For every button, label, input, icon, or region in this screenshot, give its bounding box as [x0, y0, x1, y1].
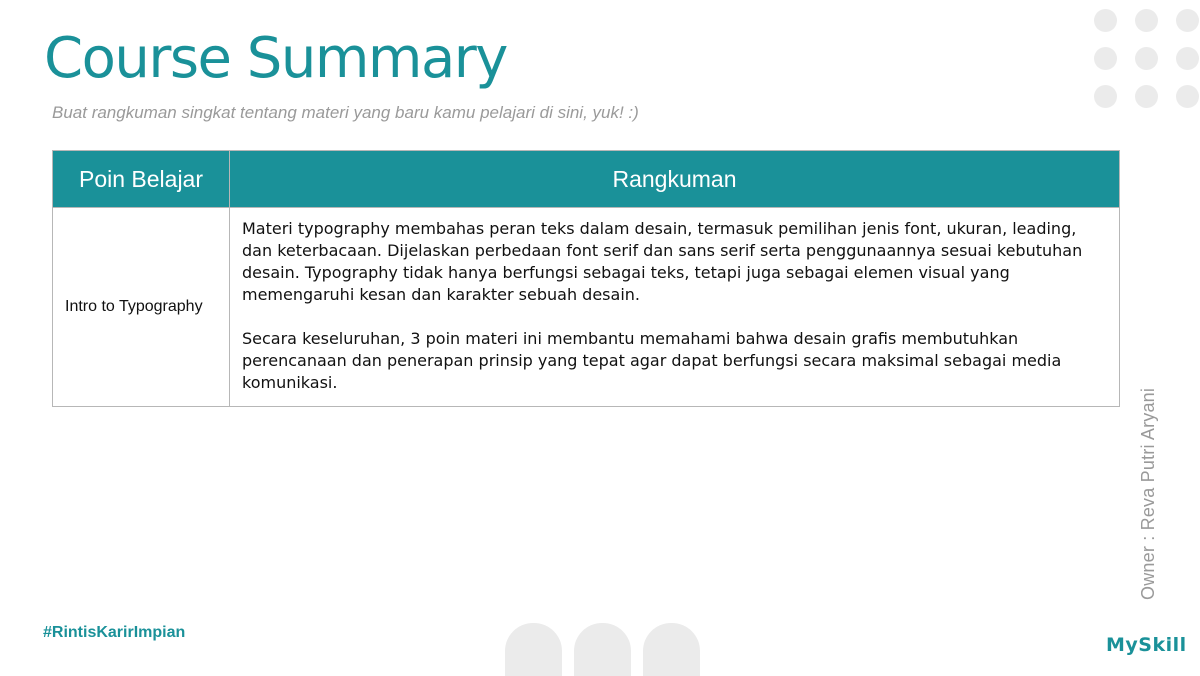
decorative-arches [505, 623, 700, 676]
summary-paragraph: Secara keseluruhan, 3 poin materi ini membantu memahami bahwa desain grafis membutuhkan perencanaan dan penerapan prinsip yang tepat agar dapat berfungsi secara maksimal sebagai media komunikasi. [242, 329, 1062, 392]
header-rangkuman: Rangkuman [230, 151, 1120, 208]
decorative-arch [643, 623, 700, 676]
decorative-dot-grid [1094, 9, 1200, 108]
page-subtitle: Buat rangkuman singkat tentang materi yang baru kamu pelajari di sini, yuk! :) [52, 103, 639, 122]
decorative-dot [1094, 47, 1117, 70]
summary-paragraph: Materi typography membahas peran teks dalam desain, termasuk pemilihan jenis font, ukuran, leading, dan keterbacaan. Dijelaskan perbedaan font serif dan sans serif serta penggunaannya sesuai kebutuhan desain. Typography tidak hanya berfungsi sebagai teks, tetapi juga sebagai elemen visual yang memengaruhi kesan dan karakter sebuah desain. [242, 219, 1083, 304]
page-title: Course Summary [44, 26, 507, 91]
decorative-dot [1135, 47, 1158, 70]
hashtag: #RintisKarirImpian [43, 624, 186, 641]
owner-label: Owner : Reva Putri Aryani [1138, 387, 1158, 600]
topic-cell: Intro to Typography [53, 208, 230, 407]
decorative-dot [1135, 9, 1158, 32]
table-header-row [53, 151, 1120, 208]
decorative-dot [1176, 85, 1199, 108]
decorative-dot [1176, 9, 1199, 32]
summary-cell [230, 208, 1120, 407]
decorative-arch [574, 623, 631, 676]
decorative-dot [1094, 85, 1117, 108]
decorative-arch [505, 623, 562, 676]
decorative-dot [1135, 85, 1158, 108]
decorative-dot [1094, 9, 1117, 32]
table-row [53, 208, 1120, 407]
decorative-dot [1176, 47, 1199, 70]
header-poin-belajar: Poin Belajar [53, 151, 230, 208]
summary-table [52, 150, 1120, 407]
myskill-logo: MySkill [1106, 634, 1187, 656]
